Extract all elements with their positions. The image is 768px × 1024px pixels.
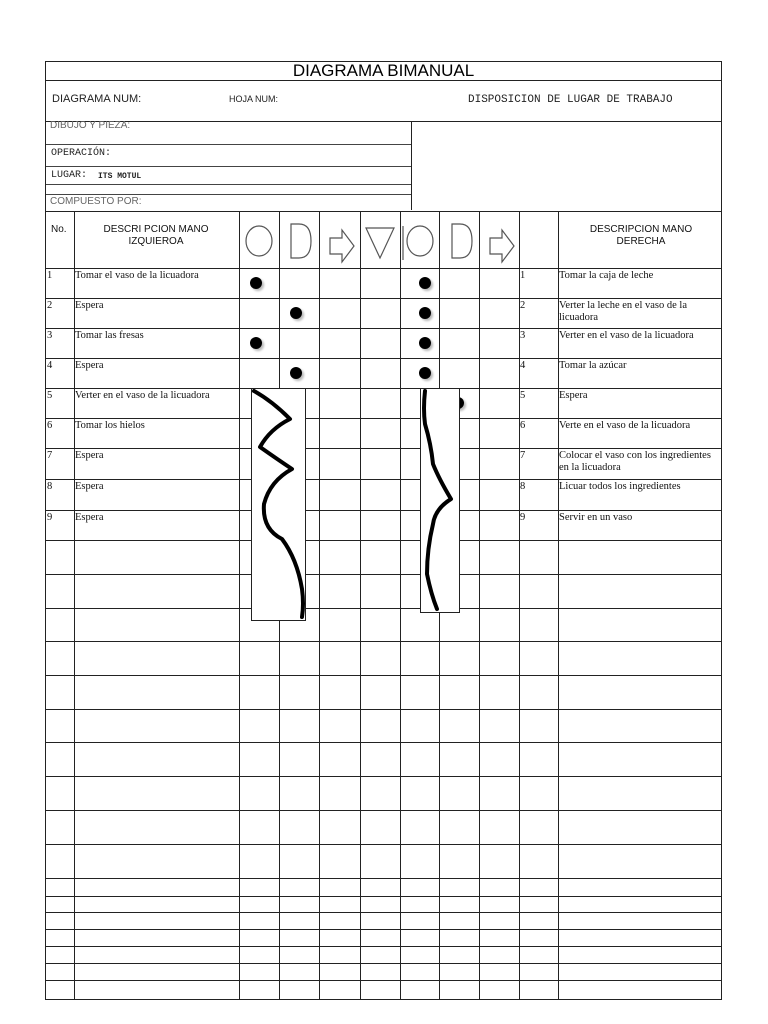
row-number-left: 3 xyxy=(47,330,53,341)
right-hand-symbol-dot xyxy=(419,367,431,379)
row-number-right: 7 xyxy=(520,450,526,461)
row-number-left: 2 xyxy=(47,300,53,311)
row-number-right: 6 xyxy=(520,420,526,431)
flow-line xyxy=(421,389,459,612)
left-hand-description: Tomar los hielos xyxy=(75,420,145,431)
column-header-no: No. xyxy=(51,224,67,235)
right-hand-symbol-dot xyxy=(419,307,431,319)
right-hand-symbol-dot xyxy=(419,337,431,349)
left-hand-symbol-dot xyxy=(290,307,302,319)
activity-table xyxy=(46,211,721,1000)
left-hand-description: Verter en el vaso de la licuadora xyxy=(75,390,210,401)
row-number-right: 1 xyxy=(520,270,526,281)
row-number-left: 5 xyxy=(47,390,53,401)
right-hand-description: Tomar la caja de leche xyxy=(559,270,654,281)
operation-circle-icon xyxy=(400,216,440,266)
left-hand-description: Espera xyxy=(75,360,104,371)
row-number-right: 8 xyxy=(520,481,526,492)
row-number-left: 7 xyxy=(47,450,53,461)
row-number-left: 8 xyxy=(47,481,53,492)
left-hand-symbol-dot xyxy=(250,337,262,349)
row-number-right: 2 xyxy=(520,300,526,311)
flow-line xyxy=(252,389,305,620)
compuesto-label: COMPUESTO POR: xyxy=(50,196,142,207)
left-hand-description: Espera xyxy=(75,481,104,492)
operation-circle-icon xyxy=(239,216,279,266)
row-number-right: 4 xyxy=(520,360,526,371)
dibujo-label: DIBUJO Y PIEZA: xyxy=(50,120,131,131)
transport-arrow-icon xyxy=(480,216,520,266)
left-hand-symbol-dot xyxy=(250,277,262,289)
diagrama-num-label: DIAGRAMA NUM: xyxy=(52,93,142,105)
left-hand-description: Tomar las fresas xyxy=(75,330,144,341)
row-number-left: 1 xyxy=(47,270,53,281)
left-hand-symbol-dot xyxy=(290,367,302,379)
header-row xyxy=(46,81,721,122)
row-number-right: 9 xyxy=(520,512,526,523)
row-number-left: 4 xyxy=(47,360,53,371)
right-hand-description: Verte en el vaso de la licuadora xyxy=(559,420,691,431)
left-hand-description: Espera xyxy=(75,450,104,461)
delay-d-icon xyxy=(279,216,319,266)
right-hand-description: Licuar todos los ingredientes xyxy=(559,481,681,492)
lugar-label: LUGAR: xyxy=(51,170,88,181)
row-number-left: 6 xyxy=(47,420,53,431)
right-hand-description: Servir en un vaso xyxy=(559,512,633,523)
divider xyxy=(46,166,411,167)
hoja-num-label: HOJA NUM: xyxy=(229,94,279,104)
divider xyxy=(46,184,411,185)
transport-arrow-icon xyxy=(320,216,360,266)
left-hand-flow-overlay xyxy=(251,388,306,621)
row-number-right: 5 xyxy=(520,390,526,401)
column-header-right-desc: DESCRIPCION MANO DERECHA xyxy=(589,224,693,247)
chart-title: DIAGRAMA BIMANUAL xyxy=(46,62,721,81)
row-number-left: 9 xyxy=(47,512,53,523)
divider xyxy=(46,194,411,195)
column-header-left-desc: DESCRI PCION MANO IZQUIEROA xyxy=(103,224,209,247)
left-hand-description: Espera xyxy=(75,300,104,311)
info-block xyxy=(46,122,412,210)
left-hand-description: Tomar el vaso de la licuadora xyxy=(75,270,199,281)
right-hand-flow-overlay xyxy=(420,388,460,613)
operacion-label: OPERACIÓN: xyxy=(51,148,112,159)
delay-d-icon xyxy=(440,216,480,266)
right-hand-symbol-dot xyxy=(419,277,431,289)
right-hand-description: Colocar el vaso con los ingredientes en la licuadora xyxy=(559,450,711,473)
left-hand-description: Espera xyxy=(75,512,104,523)
right-hand-description: Espera xyxy=(559,390,588,401)
right-hand-description: Verter en el vaso de la licuadora xyxy=(559,330,694,341)
bimanual-chart-sheet xyxy=(45,61,722,1000)
disposicion-label: DISPOSICION DE LUGAR DE TRABAJO xyxy=(468,94,673,106)
divider xyxy=(46,144,411,145)
right-hand-description: Tomar la azúcar xyxy=(559,360,627,371)
row-number-right: 3 xyxy=(520,330,526,341)
lugar-value: ITS MOTUL xyxy=(98,172,142,181)
right-hand-description: Verter la leche en el vaso de la licuadora xyxy=(559,300,687,323)
